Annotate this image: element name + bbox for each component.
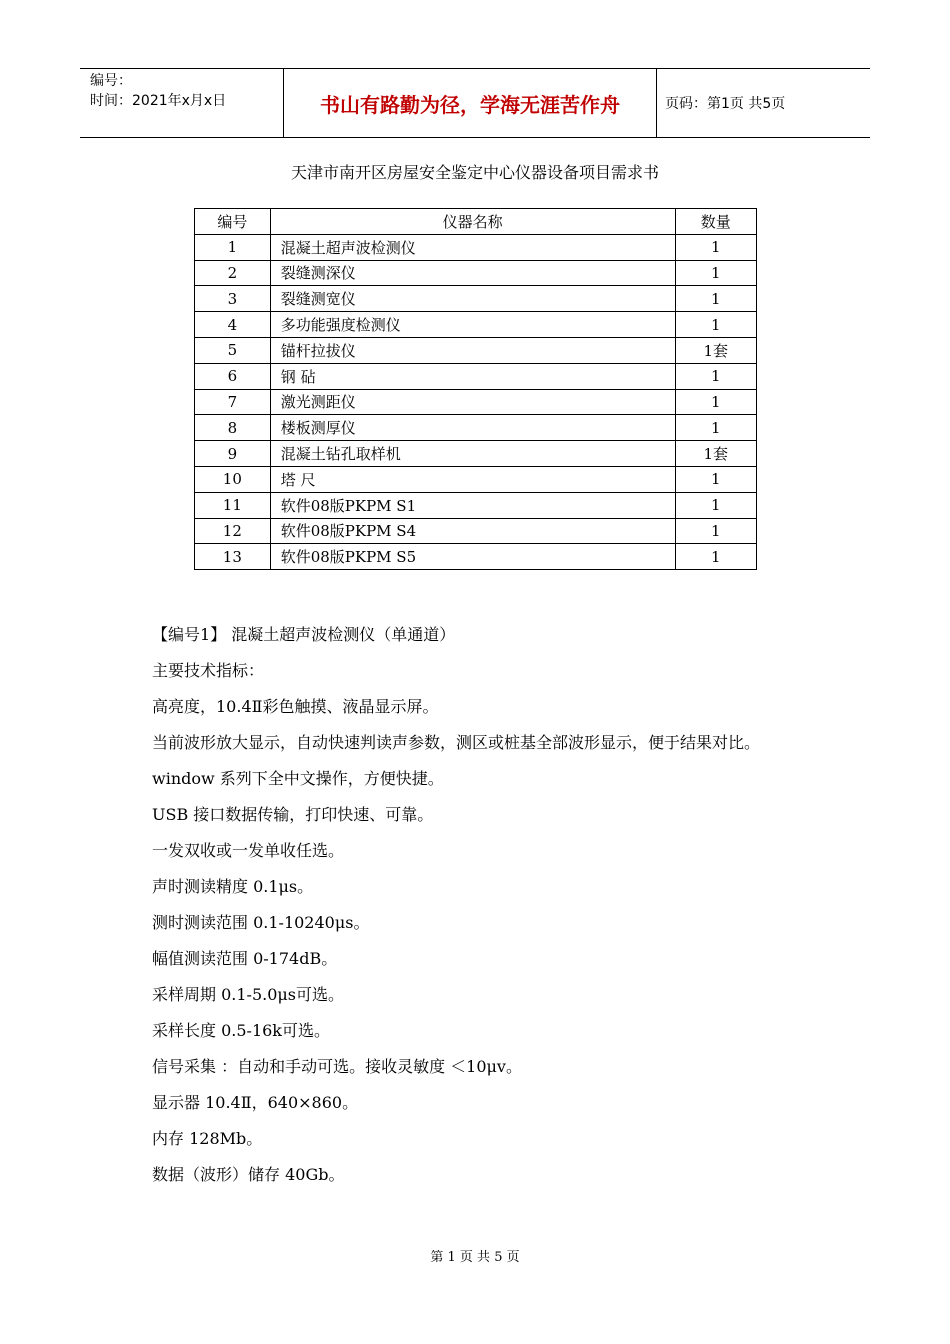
cell-quantity: 1套 <box>675 337 756 363</box>
spec-paragraph: window 系列下全中文操作，方便快捷。 <box>152 769 444 788</box>
cell-number: 8 <box>195 415 271 441</box>
spec-paragraph: 一发双收或一发单收任选。 <box>152 841 345 860</box>
cell-name: 软件08版PKPM S1 <box>270 492 675 518</box>
cell-number: 6 <box>195 363 271 389</box>
cell-name: 激光测距仪 <box>270 389 675 415</box>
document-number-label: 编号： <box>90 73 132 89</box>
table-row <box>195 337 757 363</box>
column-header-quantity: 数量 <box>675 209 756 235</box>
cell-number: 10 <box>195 466 271 492</box>
spec-paragraphs <box>114 653 844 1193</box>
spec-paragraph: 幅值测读范围 0-174dB。 <box>152 949 338 968</box>
table-row <box>195 389 757 415</box>
table-row <box>195 518 757 544</box>
cell-number: 3 <box>195 286 271 312</box>
section-heading: 【编号1】 混凝土超声波检测仪（单通道） <box>152 625 456 644</box>
cell-quantity: 1 <box>675 234 756 260</box>
header-page-info: 页码：第1页 共5页 <box>665 96 786 112</box>
page-header <box>80 68 870 138</box>
cell-quantity: 1 <box>675 363 756 389</box>
table-body <box>195 234 757 569</box>
page-footer: 第 1 页 共 5 页 <box>430 1250 520 1265</box>
cell-name: 软件08版PKPM S5 <box>270 544 675 570</box>
spec-paragraph: 数据（波形）储存 40Gb。 <box>152 1165 345 1184</box>
cell-quantity: 1 <box>675 389 756 415</box>
cell-number: 2 <box>195 260 271 286</box>
spec-paragraph: 当前波形放大显示，自动快速判读声参数，测区或桩基全部波形显示，便于结果对比。 <box>152 733 761 752</box>
table-row <box>195 363 757 389</box>
cell-quantity: 1 <box>675 544 756 570</box>
cell-name: 塔 尺 <box>270 466 675 492</box>
header-meta <box>90 71 280 111</box>
cell-name: 多功能强度检测仪 <box>270 312 675 338</box>
cell-name: 混凝土超声波检测仪 <box>270 234 675 260</box>
cell-quantity: 1 <box>675 260 756 286</box>
cell-name: 锚杆拉拔仪 <box>270 337 675 363</box>
table-row <box>195 441 757 467</box>
table-row <box>195 286 757 312</box>
cell-name: 裂缝测深仪 <box>270 260 675 286</box>
cell-quantity: 1 <box>675 312 756 338</box>
table-row <box>195 312 757 338</box>
spec-paragraph: 显示器 10.4Ⅱ，640×860。 <box>152 1093 359 1112</box>
cell-quantity: 1套 <box>675 441 756 467</box>
column-header-name: 仪器名称 <box>270 209 675 235</box>
table-row <box>195 260 757 286</box>
table-row <box>195 466 757 492</box>
table-row <box>195 492 757 518</box>
spec-paragraph: 采样长度 0.5-16k可选。 <box>152 1021 330 1040</box>
cell-number: 13 <box>195 544 271 570</box>
cell-quantity: 1 <box>675 466 756 492</box>
spec-paragraph: USB 接口数据传输，打印快速、可靠。 <box>152 805 434 824</box>
cell-number: 9 <box>195 441 271 467</box>
cell-number: 1 <box>195 234 271 260</box>
header-motto: 书山有路勤为径，学海无涯苦作舟 <box>283 69 657 137</box>
cell-name: 软件08版PKPM S4 <box>270 518 675 544</box>
spec-paragraph: 高亮度，10.4Ⅱ彩色触摸、液晶显示屏。 <box>152 697 439 716</box>
cell-number: 4 <box>195 312 271 338</box>
cell-number: 11 <box>195 492 271 518</box>
cell-name: 混凝土钻孔取样机 <box>270 441 675 467</box>
cell-number: 7 <box>195 389 271 415</box>
instrument-table <box>194 208 757 570</box>
cell-name: 钢 砧 <box>270 363 675 389</box>
table-row <box>195 234 757 260</box>
cell-quantity: 1 <box>675 286 756 312</box>
table-row <box>195 544 757 570</box>
section-body <box>114 617 844 1193</box>
table-row <box>195 415 757 441</box>
document-title: 天津市南开区房屋安全鉴定中心仪器设备项目需求书 <box>290 163 659 182</box>
spec-paragraph: 主要技术指标： <box>152 661 265 680</box>
spec-paragraph: 内存 128Mb。 <box>152 1129 263 1148</box>
cell-number: 5 <box>195 337 271 363</box>
cell-quantity: 1 <box>675 415 756 441</box>
cell-name: 裂缝测宽仪 <box>270 286 675 312</box>
column-header-number: 编号 <box>195 209 271 235</box>
cell-quantity: 1 <box>675 518 756 544</box>
spec-paragraph: 测时测读范围 0.1-10240μs。 <box>152 913 370 932</box>
spec-paragraph: 声时测读精度 0.1μs。 <box>152 877 314 896</box>
table-header-row <box>195 209 757 235</box>
cell-number: 12 <box>195 518 271 544</box>
cell-name: 楼板测厚仪 <box>270 415 675 441</box>
spec-paragraph: 采样周期 0.1-5.0μs可选。 <box>152 985 344 1004</box>
cell-quantity: 1 <box>675 492 756 518</box>
spec-paragraph: 信号采集 ：自动和手动可选。接收灵敏度 ＜10μv。 <box>152 1057 522 1076</box>
document-date-label: 时间：2021年x月x日 <box>90 93 227 109</box>
